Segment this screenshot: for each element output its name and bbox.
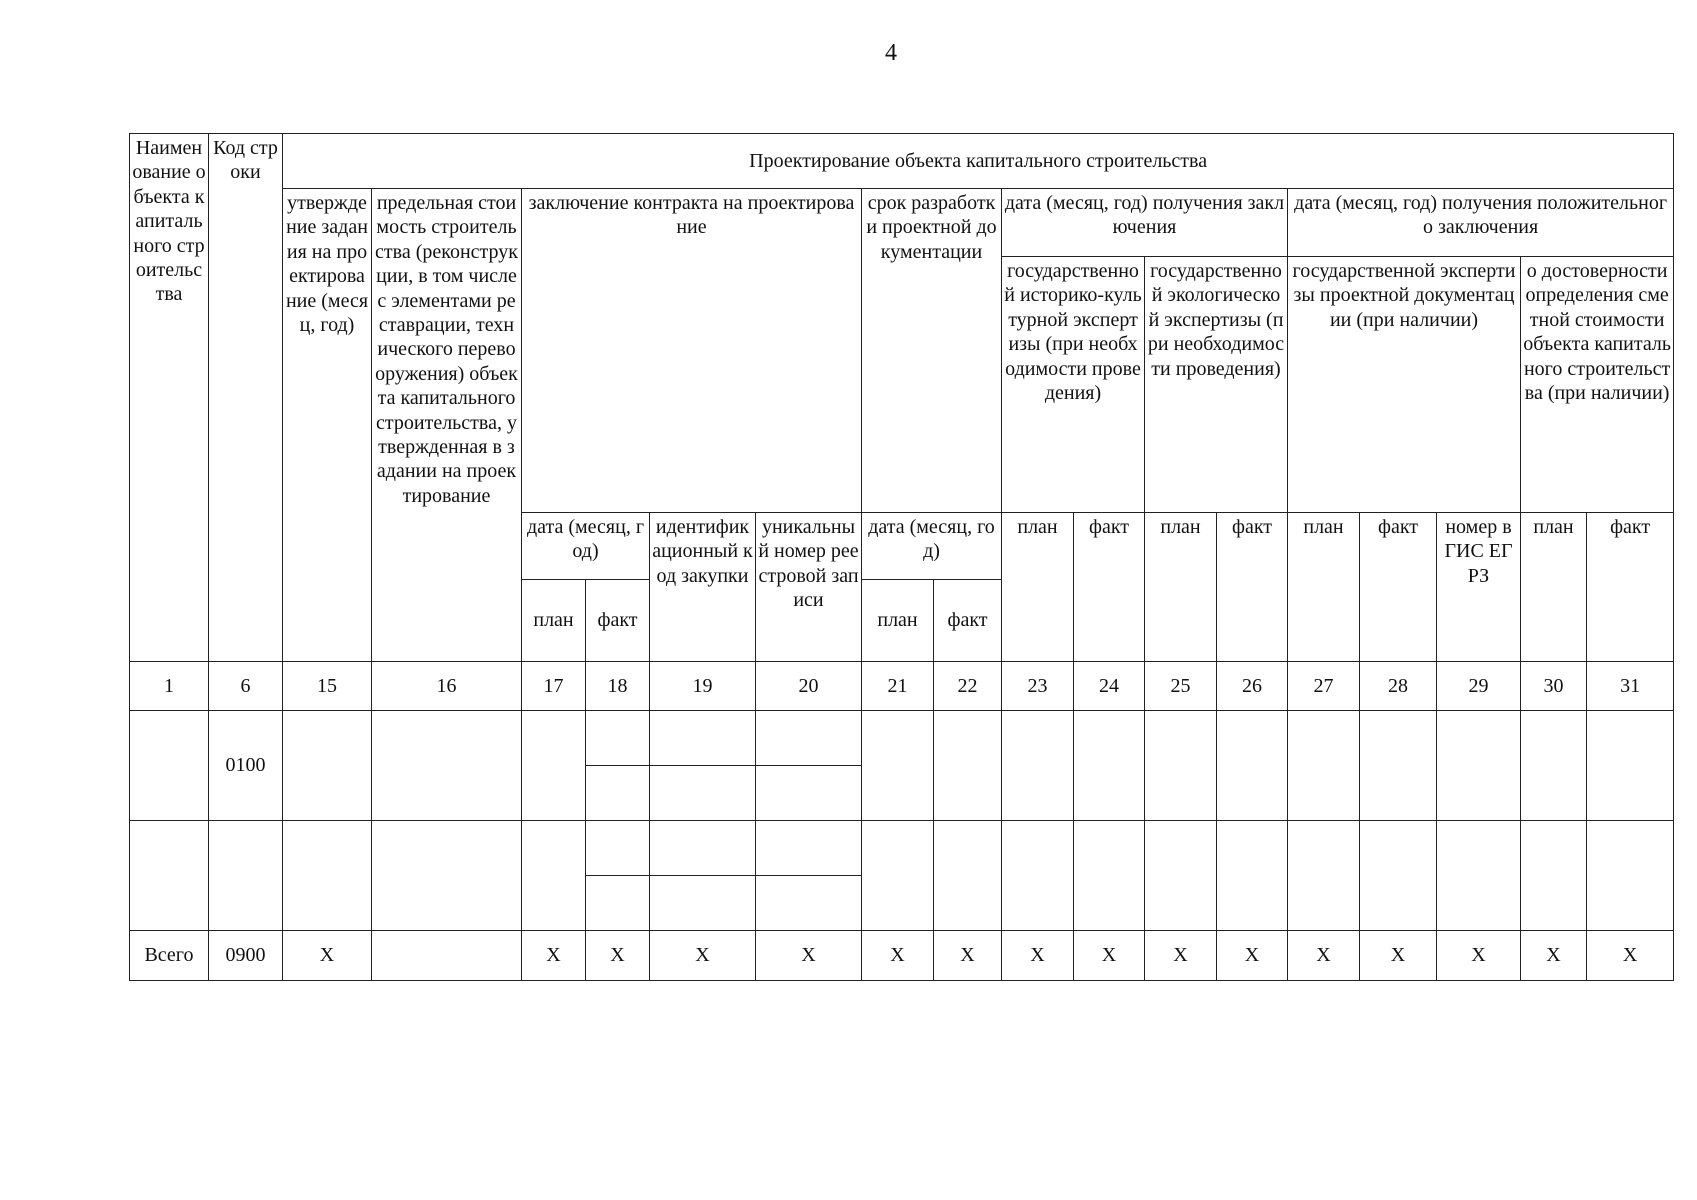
cell	[1360, 711, 1437, 821]
column-number: 26	[1217, 662, 1288, 711]
cell	[862, 711, 934, 821]
header-dev-term-date: дата (месяц, год)	[862, 513, 1002, 580]
header-fact: факт	[934, 580, 1002, 662]
cell	[650, 821, 756, 876]
cell	[756, 766, 862, 821]
design-table	[129, 133, 1674, 981]
cell	[756, 876, 862, 931]
column-number: 31	[1587, 662, 1674, 711]
page-number: 4	[885, 40, 897, 66]
column-number: 6	[209, 662, 283, 711]
column-number: 30	[1521, 662, 1587, 711]
header-plan: план	[1288, 513, 1360, 662]
cell	[1521, 821, 1587, 931]
cell	[1217, 821, 1288, 931]
header-positive-conclusion-date: дата (месяц, год) получения положительного заключения	[1288, 189, 1674, 257]
column-number: 23	[1002, 662, 1074, 711]
x-mark: X	[1002, 931, 1074, 981]
column-number: 1	[130, 662, 209, 711]
cell	[1437, 821, 1521, 931]
header-max-cost: предельная стоимость строительства (реконструкции, в том числе с элементами реставрации, технического перевооружения) объекта капитального строительства, утвержденная в задании на проектирование	[372, 189, 522, 662]
x-mark: X	[1217, 931, 1288, 981]
total-row	[130, 931, 1674, 981]
header-fact: факт	[1217, 513, 1288, 662]
cell	[756, 711, 862, 766]
table-title: Проектирование объекта капитального строительства	[283, 134, 1674, 189]
column-number: 21	[862, 662, 934, 711]
header-state-eco-expertise: государственной экологической экспертизы (при необходимости проведения)	[1145, 257, 1288, 513]
cell	[586, 711, 650, 766]
header-purchase-id: идентификационный код закупки	[650, 513, 756, 662]
column-number: 18	[586, 662, 650, 711]
header-dev-term: срок разработки проектной документации	[862, 189, 1002, 513]
header-fact: факт	[1587, 513, 1674, 662]
column-number: 16	[372, 662, 522, 711]
header-plan: план	[1145, 513, 1217, 662]
header-plan: план	[1521, 513, 1587, 662]
x-mark: X	[862, 931, 934, 981]
column-number: 24	[1074, 662, 1145, 711]
cell	[209, 821, 283, 931]
header-reliability-estimate: о достоверности определения сметной стоимости объекта капитального строительства (при наличии)	[1521, 257, 1674, 513]
cell	[283, 711, 372, 821]
column-number: 20	[756, 662, 862, 711]
x-mark: X	[934, 931, 1002, 981]
cell	[1437, 711, 1521, 821]
x-mark: X	[522, 931, 586, 981]
header-line-code: Код строки	[209, 134, 283, 662]
cell	[1521, 711, 1587, 821]
cell	[756, 821, 862, 876]
header-task-approval: утверждение задания на проектирование (месяц, год)	[283, 189, 372, 662]
cell	[283, 821, 372, 931]
cell	[650, 876, 756, 931]
cell	[586, 876, 650, 931]
header-fact: факт	[1074, 513, 1145, 662]
column-number: 29	[1437, 662, 1521, 711]
header-plan: план	[522, 580, 586, 662]
cell	[1145, 821, 1217, 931]
cell	[130, 711, 209, 821]
cell	[1074, 711, 1145, 821]
x-mark: X	[1521, 931, 1587, 981]
x-mark: X	[1145, 931, 1217, 981]
cell	[650, 766, 756, 821]
x-mark: X	[1437, 931, 1521, 981]
header-registry-number: уникальный номер реестровой записи	[756, 513, 862, 662]
column-number: 22	[934, 662, 1002, 711]
cell	[1002, 711, 1074, 821]
header-state-project-expertise: государственной экспертизы проектной документации (при наличии)	[1288, 257, 1521, 513]
x-mark: X	[586, 931, 650, 981]
header-contract: заключение контракта на проектирование	[522, 189, 862, 513]
cell	[1217, 711, 1288, 821]
x-mark: X	[756, 931, 862, 981]
cell	[1002, 821, 1074, 931]
column-number: 25	[1145, 662, 1217, 711]
header-plan: план	[1002, 513, 1074, 662]
cell	[1587, 821, 1674, 931]
table-row	[130, 711, 1674, 766]
column-number: 28	[1360, 662, 1437, 711]
cell	[372, 931, 522, 981]
cell	[934, 821, 1002, 931]
table-row	[130, 821, 1674, 876]
cell	[862, 821, 934, 931]
x-mark: X	[283, 931, 372, 981]
cell	[1145, 711, 1217, 821]
x-mark: X	[1074, 931, 1145, 981]
total-label: Всего	[130, 931, 209, 981]
header-state-hist-expertise: государственной историко-культурной экспертизы (при необходимости проведения)	[1002, 257, 1145, 513]
cell	[1288, 711, 1360, 821]
header-fact: факт	[1360, 513, 1437, 662]
cell	[586, 821, 650, 876]
column-numbers-row	[130, 662, 1674, 711]
header-object-name: Наименование объекта капитального строительства	[130, 134, 209, 662]
x-mark: X	[1288, 931, 1360, 981]
cell	[586, 766, 650, 821]
cell	[130, 821, 209, 931]
column-number: 19	[650, 662, 756, 711]
header-fact: факт	[586, 580, 650, 662]
column-number: 15	[283, 662, 372, 711]
x-mark: X	[1360, 931, 1437, 981]
header-plan: план	[862, 580, 934, 662]
x-mark: X	[1587, 931, 1674, 981]
cell	[934, 711, 1002, 821]
cell	[1074, 821, 1145, 931]
cell	[650, 711, 756, 766]
cell	[1587, 711, 1674, 821]
header-gis-number: номер в ГИС ЕГРЗ	[1437, 513, 1521, 662]
x-mark: X	[650, 931, 756, 981]
row-code: 0100	[209, 711, 283, 821]
column-number: 27	[1288, 662, 1360, 711]
column-number: 17	[522, 662, 586, 711]
header-contract-date: дата (месяц, год)	[522, 513, 650, 580]
cell	[372, 711, 522, 821]
cell	[522, 821, 586, 931]
cell	[372, 821, 522, 931]
cell	[1360, 821, 1437, 931]
total-code: 0900	[209, 931, 283, 981]
header-conclusion-date: дата (месяц, год) получения заключения	[1002, 189, 1288, 257]
cell	[1288, 821, 1360, 931]
cell	[522, 711, 586, 821]
